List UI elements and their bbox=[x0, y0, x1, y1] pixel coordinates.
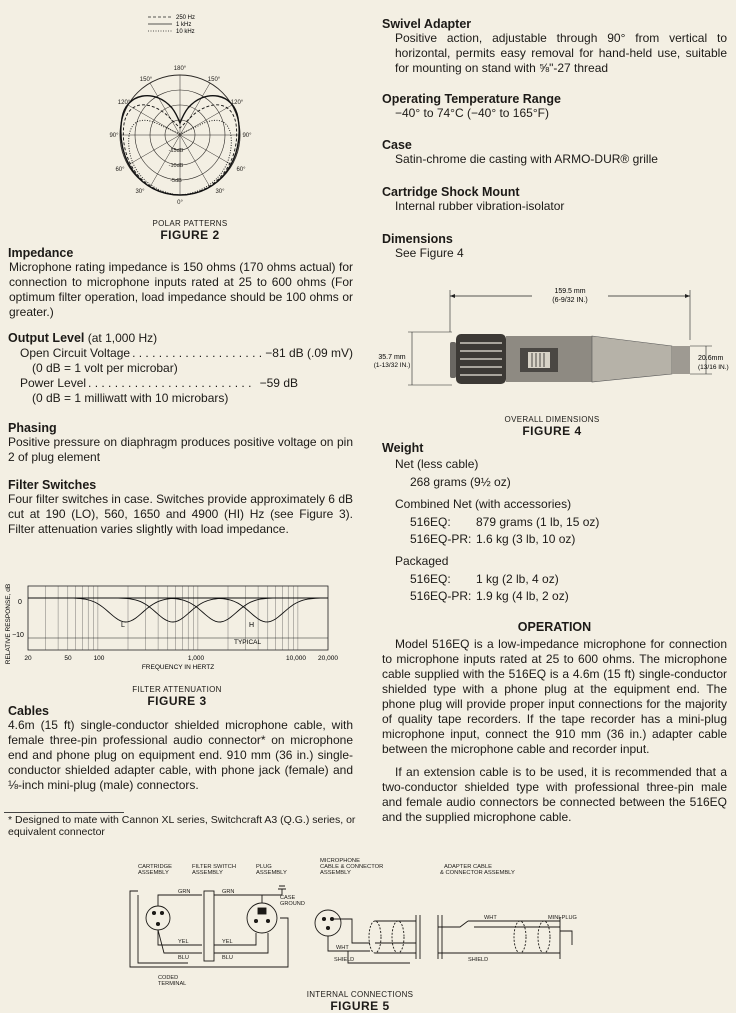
mini-plug-label: MINI-PLUG bbox=[548, 915, 577, 921]
label-cartridge-1: CARTRIDGE bbox=[138, 864, 173, 870]
cables-footnote: * Designed to mate with Cannon XL series, Switchcraft A3 (Q.G.) series, or equivalent connector bbox=[8, 814, 356, 838]
case-ground-2: GROUND bbox=[280, 901, 305, 907]
case-ground-1: CASE bbox=[280, 895, 296, 901]
cables-body: 4.6m (15 ft) single-conductor shielded microphone cable, with female three-pin professional audio connector* on microphone end and phone plug on equipment end. 910 mm (36 in.) single-conductor shielded adapter cable, with phone jack (female) and ⅛-inch mini-plug (male) connectors. bbox=[8, 718, 353, 792]
head-mm: 35.7 mm bbox=[378, 354, 406, 361]
tail-in: (13/16 IN.) bbox=[698, 364, 729, 371]
figure-5-title: FIGURE 5 bbox=[330, 999, 390, 1013]
coded-terminal-1: CODED bbox=[158, 975, 179, 981]
label-adapter-2: & CONNECTOR ASSEMBLY bbox=[440, 870, 515, 876]
angle-180: 180° bbox=[173, 66, 187, 72]
output-level-section bbox=[8, 331, 353, 406]
wire-wht-mic: WHT bbox=[336, 945, 349, 951]
packaged-value: 1.9 kg (4 lb, 2 oz) bbox=[476, 589, 569, 603]
coded-terminal-2: TERMINAL bbox=[158, 981, 187, 987]
packaged-model: 516EQ-PR: bbox=[410, 589, 472, 603]
figure-3-caption: FILTER ATTENUATION bbox=[132, 685, 222, 694]
legend-250hz: 250 Hz bbox=[176, 15, 196, 21]
combined-value: 879 grams (1 lb, 15 oz) bbox=[476, 515, 600, 529]
net-label: Net (less cable) bbox=[395, 457, 479, 471]
shock-body: Internal rubber vibration-isolator bbox=[395, 199, 565, 213]
length-in: (6-9/32 IN.) bbox=[552, 297, 588, 304]
length-mm: 159.5 mm bbox=[554, 288, 586, 295]
packaged-row bbox=[382, 589, 727, 604]
packaged-row bbox=[382, 572, 727, 587]
internal-connections-diagram bbox=[120, 855, 600, 987]
db-15: -15dB bbox=[168, 148, 184, 154]
ocv-value: −81 dB (.09 mV) bbox=[265, 346, 353, 360]
power-ref: (0 dB = 1 milliwatt with 10 microbars) bbox=[32, 391, 229, 405]
footnote-rule bbox=[4, 812, 124, 813]
lo-label: L bbox=[121, 622, 125, 629]
angle-90-left: 90° bbox=[109, 133, 119, 139]
combined-row bbox=[382, 515, 727, 530]
figure-4-caption: OVERALL DIMENSIONS bbox=[504, 415, 600, 424]
shield-mic: SHIELD bbox=[334, 957, 355, 963]
legend-1khz: 1 kHz bbox=[176, 22, 192, 28]
swivel-section bbox=[382, 17, 727, 76]
filter-curve bbox=[28, 598, 328, 622]
angle-120-right: 120° bbox=[230, 100, 244, 106]
angle-60-right: 60° bbox=[236, 167, 246, 173]
dimensions-body: See Figure 4 bbox=[395, 246, 464, 260]
label-mic-3: ASSEMBLY bbox=[320, 870, 351, 876]
ocv-row: Open Circuit Voltage . . . . . . . . . . . . . . . . . . . . −81 dB (.09 mV) bbox=[20, 346, 353, 360]
figure-3-title: FIGURE 3 bbox=[147, 694, 207, 708]
head-in: (1-13/32 IN.) bbox=[373, 362, 411, 369]
packaged-model: 516EQ: bbox=[410, 572, 451, 586]
y-tick-0: 0 bbox=[18, 599, 22, 606]
figure-5 bbox=[120, 855, 600, 1013]
packaged-label: Packaged bbox=[395, 554, 449, 568]
wire-yel-left: YEL bbox=[178, 939, 189, 945]
angle-150-right: 150° bbox=[207, 77, 221, 83]
swivel-body: Positive action, adjustable through 90° from vertical to horizontal, permits easy removal for hand-held use, suitable for mounting on stand with ⅝"-27 thread bbox=[395, 31, 727, 75]
filter-curve bbox=[28, 598, 328, 622]
figure-5-caption: INTERNAL CONNECTIONS bbox=[306, 990, 414, 999]
wire-blu-right: BLU bbox=[222, 955, 233, 961]
angle-60-left: 60° bbox=[115, 167, 125, 173]
figure-4-title: FIGURE 4 bbox=[522, 424, 582, 438]
impedance-heading: Impedance bbox=[8, 246, 74, 260]
output-level-note: (at 1,000 Hz) bbox=[87, 331, 158, 345]
tail-mm: 20.6mm bbox=[698, 355, 724, 362]
angle-150-left: 150° bbox=[139, 77, 153, 83]
packaged-value: 1 kg (2 lb, 4 oz) bbox=[476, 572, 559, 586]
angle-30-right: 30° bbox=[215, 189, 225, 195]
label-adapter-1: ADAPTER CABLE bbox=[444, 864, 492, 870]
operation-para-1: Model 516EQ is a low-impedance microphone for connection to microphone inputs rated at 25 to 600 ohms. The microphone cable supplied with the 516EQ is a 4.6m (15 ft) single-conductor shielded type with a phone plug at the equipment end. The phone plug will provide proper input connections for the majority of quality tape recorders. If the tape recorder has a mini-plug microphone input, connect the 910 mm (36 in.) adapter cable between the microphone cable and recorder input. bbox=[382, 637, 727, 756]
db-10: -10dB bbox=[168, 163, 184, 169]
angle-30-left: 30° bbox=[135, 189, 145, 195]
filter-switches-body: Four filter switches in case. Switches provide approximately 6 dB cut at 190 (LO), 560, 1650 and 4900 (HI) Hz (see Figure 3). Filter attenuation varies slightly with load impedance. bbox=[8, 492, 353, 536]
shield-adapter: SHIELD bbox=[468, 957, 489, 963]
y-tick-minus10: −10 bbox=[12, 632, 24, 639]
shock-heading: Cartridge Shock Mount bbox=[382, 185, 520, 199]
x-tick-20: 20 bbox=[24, 655, 32, 662]
x-axis-label: FREQUENCY IN HERTZ bbox=[141, 664, 215, 671]
x-tick-100: 100 bbox=[93, 655, 105, 662]
output-level-heading: Output Level bbox=[8, 331, 85, 345]
legend-10khz: 10 kHz bbox=[176, 29, 195, 35]
power-value: −59 dB bbox=[259, 376, 298, 390]
temp-heading: Operating Temperature Range bbox=[382, 92, 561, 106]
figure-2 bbox=[109, 8, 270, 242]
label-plug-1: PLUG bbox=[256, 864, 272, 870]
polar-pattern-chart bbox=[110, 8, 270, 208]
db-5: -5dB bbox=[170, 178, 182, 184]
dimensions-section bbox=[382, 232, 727, 261]
figure-2-title: FIGURE 2 bbox=[160, 228, 220, 242]
cables-section bbox=[8, 704, 353, 793]
typical-label: TYPICAL bbox=[234, 639, 262, 646]
x-tick-1000: 1,000 bbox=[187, 655, 205, 662]
x-tick-50: 50 bbox=[64, 655, 72, 662]
power-label: Power Level bbox=[20, 376, 87, 390]
figure-2-caption: POLAR PATTERNS bbox=[152, 219, 228, 228]
phasing-section bbox=[8, 421, 353, 465]
label-filter-2: ASSEMBLY bbox=[192, 870, 223, 876]
label-mic-2: CABLE & CONNECTOR bbox=[320, 864, 384, 870]
net-value: 268 grams (9½ oz) bbox=[410, 475, 511, 489]
case-section bbox=[382, 138, 727, 167]
wire-wht-adapter: WHT bbox=[484, 915, 497, 921]
dimensions-heading: Dimensions bbox=[382, 232, 453, 246]
combined-value: 1.6 kg (3 lb, 10 oz) bbox=[476, 532, 576, 546]
impedance-body: Microphone rating impedance is 150 ohms (170 ohms actual) for connection to microphone inputs rated at 25 to 600 ohms (For optimum filter operation, load impedance should be 100 ohms or greater.) bbox=[9, 260, 353, 319]
angle-90-right: 90° bbox=[242, 133, 252, 139]
angle-120-left: 120° bbox=[117, 100, 131, 106]
wire-grn-right: GRN bbox=[222, 889, 235, 895]
label-cartridge-2: ASSEMBLY bbox=[138, 870, 169, 876]
weight-heading: Weight bbox=[382, 441, 424, 455]
phasing-body: Positive pressure on diaphragm produces positive voltage on pin 2 of plug element bbox=[8, 435, 353, 464]
filter-curve bbox=[28, 598, 328, 622]
combined-row bbox=[382, 532, 727, 547]
ocv-label: Open Circuit Voltage bbox=[20, 346, 131, 360]
filter-curve bbox=[28, 598, 328, 622]
combined-label: Combined Net (with accessories) bbox=[395, 497, 572, 511]
label-plug-2: ASSEMBLY bbox=[256, 870, 287, 876]
figure-4 bbox=[372, 280, 732, 438]
microphone-dimension-drawing bbox=[372, 280, 732, 402]
filter-switches-section bbox=[8, 478, 353, 537]
wire-grn-left: GRN bbox=[178, 889, 191, 895]
ocv-ref: (0 dB = 1 volt per microbar) bbox=[32, 361, 178, 375]
figure-3 bbox=[2, 578, 352, 706]
operation-para-2: If an extension cable is to be used, it is recommended that a two-conductor shielded type with professional three-pin male and female audio connectors be connected between the 516EQ and the supplied microphone cable. bbox=[382, 765, 727, 824]
filter-switches-heading: Filter Switches bbox=[8, 478, 97, 492]
weight-section bbox=[382, 441, 727, 604]
angle-0: 0° bbox=[177, 200, 183, 206]
x-tick-20000: 20,000 bbox=[318, 655, 338, 662]
impedance-section bbox=[8, 246, 353, 320]
label-mic-1: MICROPHONE bbox=[320, 858, 360, 864]
wire-yel-right: YEL bbox=[222, 939, 233, 945]
phasing-heading: Phasing bbox=[8, 421, 57, 435]
shock-section bbox=[382, 185, 727, 214]
x-tick-10000: 10,000 bbox=[286, 655, 306, 662]
filter-attenuation-chart bbox=[2, 578, 352, 670]
operation-heading: OPERATION bbox=[517, 620, 592, 634]
temp-body: −40° to 74°C (−40° to 165°F) bbox=[395, 106, 549, 120]
case-body: Satin-chrome die casting with ARMO-DUR® grille bbox=[395, 152, 658, 166]
combined-model: 516EQ: bbox=[410, 515, 451, 529]
operation-section bbox=[382, 620, 727, 825]
power-row: Power Level . . . . . . . . . . . . . . . . . . . . . . . . . −59 dB bbox=[20, 376, 298, 390]
combined-model: 516EQ-PR: bbox=[410, 532, 472, 546]
temp-section bbox=[382, 92, 727, 121]
swivel-heading: Swivel Adapter bbox=[382, 17, 472, 31]
hi-label: H bbox=[249, 622, 255, 629]
wire-blu-left: BLU bbox=[178, 955, 189, 961]
label-filter-1: FILTER SWITCH bbox=[192, 864, 237, 870]
cables-heading: Cables bbox=[8, 704, 49, 718]
plot-frame bbox=[28, 586, 328, 650]
case-heading: Case bbox=[382, 138, 412, 152]
y-axis-label: RELATIVE RESPONSE, dB bbox=[5, 583, 12, 665]
